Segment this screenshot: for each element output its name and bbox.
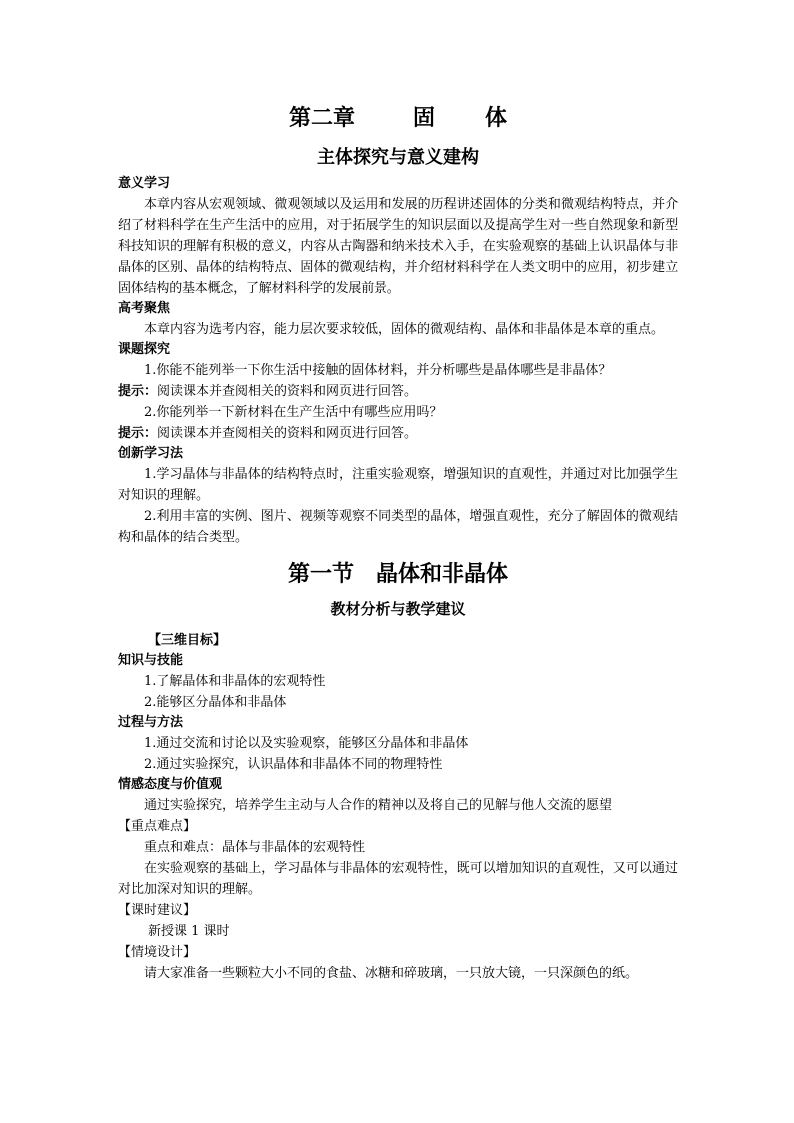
subheading-analysis: 教材分析与教学建议	[330, 600, 466, 618]
paragraph-exam-focus: 本章内容为选考内容，能力层次要求较低，固体的微观结构、晶体和非晶体是本章的重点。	[144, 322, 665, 337]
label-key-difficult: 【重点难点】	[118, 819, 197, 834]
scene-text: 请大家准备一些颗粒大小不同的食盐、冰糖和碎玻璃，一只放大镜，一只深颜色的纸。	[144, 966, 639, 981]
label-innovative-method: 创新学习法	[118, 446, 184, 461]
label-hour-suggestion: 【课时建议】	[118, 903, 197, 918]
paragraph-meaning-learning: 本章内容从宏观领域、微观领域以及运用和发展的历程讲述固体的分类和微观结构特点，并介绍了材料科学在生产生活中的应用，对于拓展学生的知识层面以及提高学生对一些自然现象和新型科技知识的理解有积极的意义，内容从古陶器和纳米技术入手，在实验观察的基础上认识晶体与非晶体的区别、晶体的结构特点、固体的微观结构，并介绍材料科学在人类文明中的应用，初步建立固体结构的基本概念，了解材料科学的发展前景。	[118, 197, 678, 296]
inquiry-question-1: 1.你能不能列举一下你生活中接触的固体材料，并分析哪些是晶体哪些是非晶体？	[144, 363, 612, 378]
key-line-1: 重点和难点：晶体与非晶体的宏观特性	[144, 840, 366, 855]
chapter-name-char-1: 固	[412, 105, 435, 131]
process-item-2: 2.通过实验探究，认识晶体和非晶体不同的物理特性	[144, 757, 443, 772]
knowledge-item-1: 1.了解晶体和非晶体的宏观特性	[144, 674, 326, 689]
section-name: 晶体和非晶体	[376, 562, 509, 587]
method-item-1: 1.学习晶体与非晶体的结构特点时，注重实验观察，增强知识的直观性，并通过对比加强学生对知识的理解。	[118, 467, 678, 503]
label-exam-focus: 高考聚焦	[118, 301, 171, 316]
method-item-2: 2.利用丰富的实例、图片、视频等观察不同类型的晶体，增强直观性，充分了解固体的微观结构和晶体的结合类型。	[118, 509, 678, 545]
label-meaning-learning: 意义学习	[118, 176, 171, 191]
label-process-method: 过程与方法	[118, 715, 184, 730]
chapter-title	[118, 104, 678, 132]
emotion-item-1: 通过实验探究，培养学生主动与人合作的精神以及将自己的见解与他人交流的愿望	[144, 798, 613, 813]
document-page	[118, 104, 678, 984]
inquiry-hint-2	[118, 423, 678, 444]
chapter-number: 第二章	[288, 105, 355, 131]
heading-inquiry-construction: 主体探究与意义建构	[317, 147, 479, 168]
hint-label: 提示：	[118, 384, 158, 399]
knowledge-item-2: 2.能够区分晶体和非晶体	[144, 695, 287, 710]
label-scene-design: 【情境设计】	[118, 945, 197, 960]
label-topic-inquiry: 课题探究	[118, 342, 171, 357]
hint-text: 阅读课本并查阅相关的资料和网页进行回答。	[157, 384, 418, 399]
label-emotion-values: 情感态度与价值观	[118, 777, 223, 792]
hint-text: 阅读课本并查阅相关的资料和网页进行回答。	[157, 426, 418, 441]
key-line-2: 在实验观察的基础上，学习晶体与非晶体的宏观特性，既可以增加知识的直观性，又可以通过对比加深对知识的理解。	[118, 861, 678, 897]
process-item-1: 1.通过交流和讨论以及实验观察，能够区分晶体和非晶体	[144, 736, 469, 751]
hint-label: 提示：	[118, 426, 158, 441]
label-three-goals: 【三维目标】	[148, 633, 227, 648]
section-number: 第一节	[287, 562, 354, 587]
label-knowledge-skills: 知识与技能	[118, 653, 184, 668]
section-title	[118, 560, 678, 590]
hour-text: 新授课 1 课时	[148, 924, 230, 939]
chapter-name-char-2: 体	[485, 105, 508, 131]
inquiry-hint-1	[118, 381, 678, 402]
inquiry-question-2: 2.你能列举一下新材料在生产生活中有哪些应用吗？	[144, 405, 443, 420]
